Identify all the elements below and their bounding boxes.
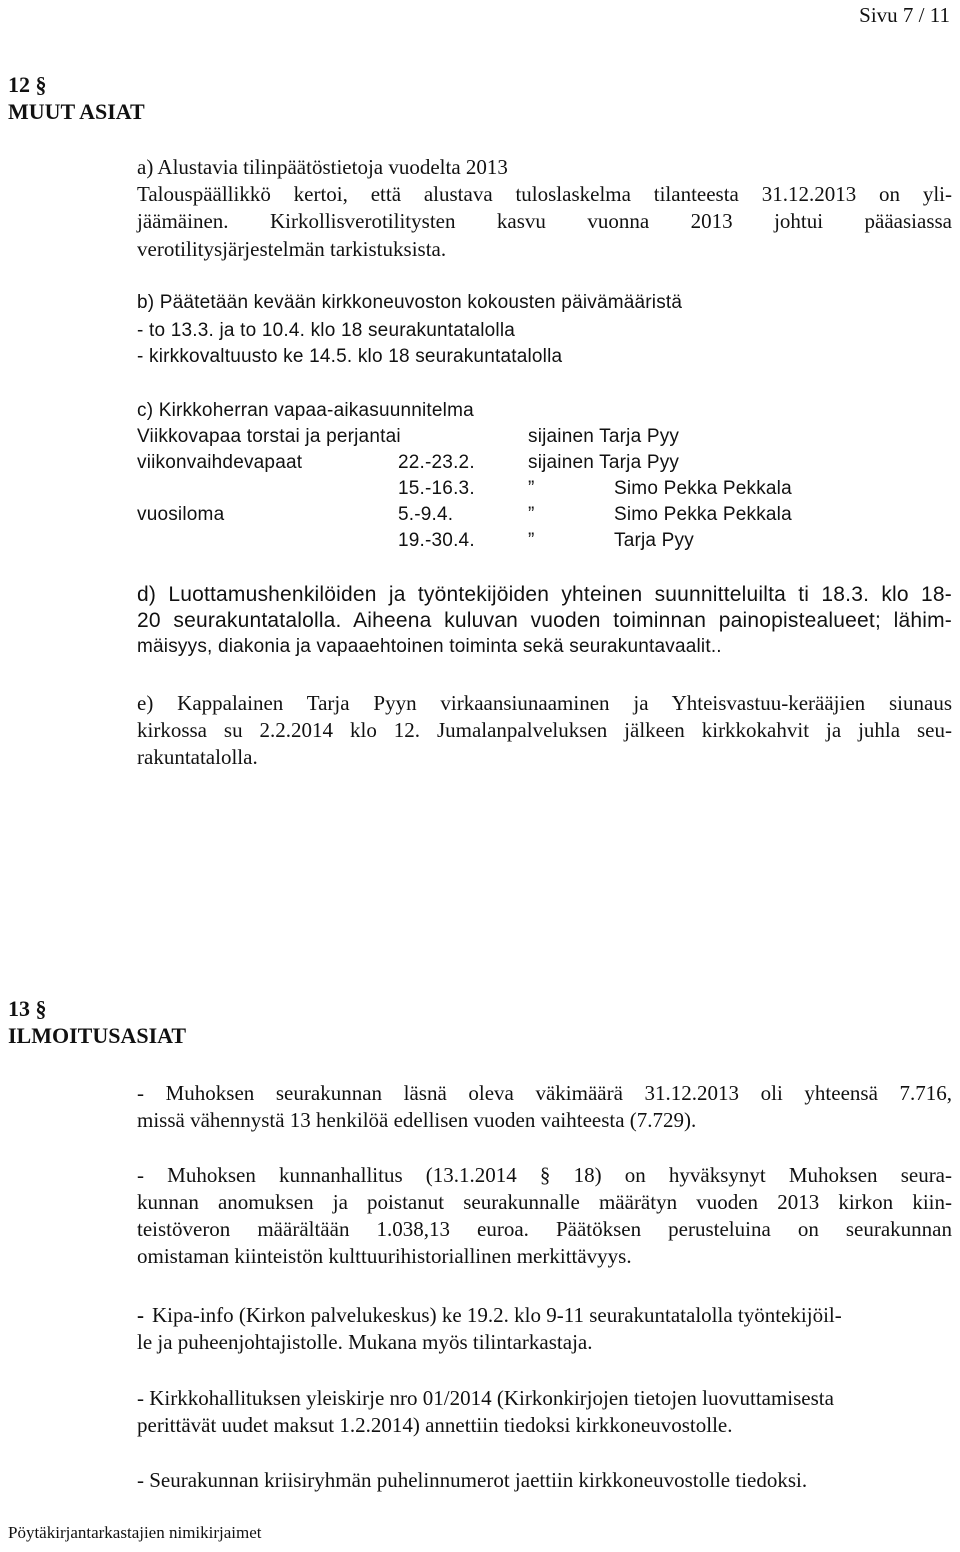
vacation-row-label: vuosiloma [137,504,225,525]
vacation-row-date: 5.-9.4. [398,504,454,525]
notice-line: Kipa-info (Kirkon palvelukeskus) ke 19.2. klo 9-11 seurakuntatalolla työntekijöil- [152,1303,842,1327]
section-12-number: 12 § [8,72,47,97]
item-b-heading: b) Päätetään kevään kirkkoneuvoston kokousten päivämääristä [137,292,683,313]
notice-line: - Muhoksen kunnanhallitus (13.1.2014 § 18) on hyväksynyt Muhoksen seura- [137,1163,952,1187]
vacation-row-substitute: Tarja Pyy [614,530,694,551]
vacation-row-substitute: Simo Pekka Pekkala [614,504,792,525]
item-e-line: e) Kappalainen Tarja Pyyn virkaansiunaaminen ja Yhteisvastuu-kerääjien siunaus [137,691,952,715]
ditto-mark: ” [528,530,535,551]
item-e-line: rakuntatalolla. [137,745,258,769]
vacation-row-substitute: Simo Pekka Pekkala [614,478,792,499]
section-12-title: MUUT ASIAT [8,99,145,124]
vacation-row-date: 19.-30.4. [398,530,475,551]
vacation-row-date: 15.-16.3. [398,478,475,499]
item-a-line: jäämäinen. Kirkollisverotilitysten kasvu vuonna 2013 johtui pääasiassa [137,209,952,233]
page-number: Sivu 7 / 11 [859,3,950,27]
item-a-line: verotilitysjärjestelmän tarkistuksista. [137,237,447,261]
notice-line: missä vähennystä 13 henkilöä edellisen vuoden vaihteesta (7.729). [137,1108,697,1132]
vacation-row-substitute: sijainen Tarja Pyy [528,452,680,473]
vacation-row-date: 22.-23.2. [398,452,475,473]
item-b-line: - kirkkovaltuusto ke 14.5. klo 18 seurakuntatalolla [137,346,563,367]
item-e-line: kirkossa su 2.2.2014 klo 12. Jumalanpalveluksen jälkeen kirkkokahvit ja juhla seu- [137,718,952,742]
section-13-number: 13 § [8,996,47,1021]
notice-line: le ja puheenjohtajistolle. Mukana myös tilintarkastaja. [137,1330,593,1354]
notice-line: - Muhoksen seurakunnan läsnä oleva väkimäärä 31.12.2013 oli yhteensä 7.716, [137,1081,952,1105]
vacation-row-label: viikonvaihdevapaat [137,452,303,473]
vacation-row-label: Viikkovapaa torstai ja perjantai [137,426,401,447]
notice-line: perittävät uudet maksut 1.2.2014) annettiin tiedoksi kirkkoneuvostolle. [137,1413,733,1437]
item-b-line: - to 13.3. ja to 10.4. klo 18 seurakuntatalolla [137,320,516,341]
ditto-mark: ” [528,504,535,525]
notice-line: teistöveron määrältään 1.038,13 euroa. Päätöksen perusteluina on seurakunnan [137,1217,952,1241]
item-d-line: mäisyys, diakonia ja vapaaehtoinen toiminta sekä seurakuntavaalit.. [137,636,722,657]
item-a-line: Talouspäällikkö kertoi, että alustava tuloslaskelma tilanteesta 31.12.2013 on yli- [137,182,952,206]
item-a-heading: a) Alustavia tilinpäätöstietoja vuodelta 2013 [137,155,508,179]
notice-line: - Kirkkohallituksen yleiskirje nro 01/2014 (Kirkonkirjojen tietojen luovuttamisesta [137,1386,834,1410]
vacation-row-substitute: sijainen Tarja Pyy [528,426,680,447]
notice-line: - Seurakunnan kriisiryhmän puhelinnumerot jaettiin kirkkoneuvostolle tiedoksi. [137,1468,808,1492]
section-13-title: ILMOITUSASIAT [8,1023,187,1048]
item-d-line: d) Luottamushenkilöiden ja työntekijöiden yhteinen suunnitteluilta ti 18.3. klo 18- [137,583,952,606]
item-c-heading: c) Kirkkoherran vapaa-aikasuunnitelma [137,400,474,421]
footer-text: Pöytäkirjantarkastajien nimikirjaimet [8,1523,262,1542]
ditto-mark: ” [528,478,535,499]
notice-line: kunnan anomuksen ja poistanut seurakunnalle määrätyn vuoden 2013 kirkon kiin- [137,1190,952,1214]
item-d-line: 20 seurakuntatalolla. Aiheena kuluvan vuoden toiminnan painopistealueet; lähim- [137,609,952,632]
notice-dash: - [137,1303,144,1327]
notice-line: omistaman kiinteistön kulttuurihistoriallinen merkittävyys. [137,1244,632,1268]
